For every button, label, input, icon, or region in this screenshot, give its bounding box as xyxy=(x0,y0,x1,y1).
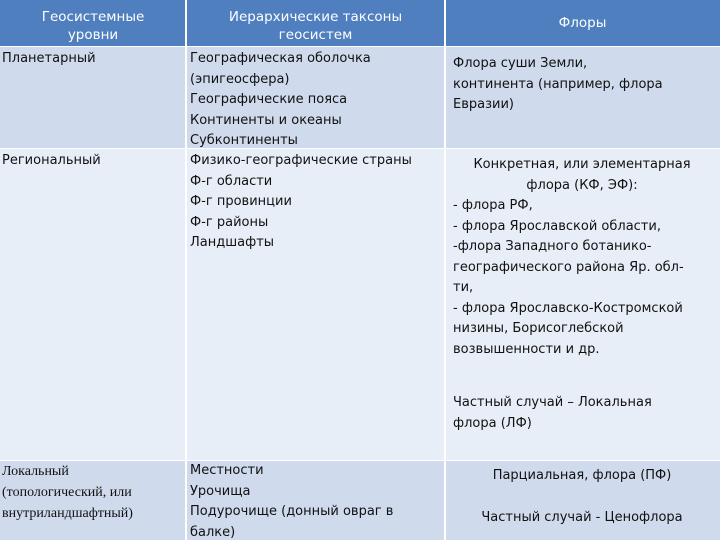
taxa-line: Подурочище (донный овраг в xyxy=(190,502,393,523)
row-local-special-case xyxy=(453,508,711,529)
column-divider xyxy=(185,0,187,540)
row-local-flora xyxy=(453,466,711,487)
taxa-line: Географическая оболочка xyxy=(190,49,371,70)
taxa-line: Местности xyxy=(190,461,393,482)
row-regional-level xyxy=(2,151,101,172)
local-level-line: (топологический, или xyxy=(2,482,133,503)
header-floras xyxy=(445,0,720,46)
taxa-line: Ф-г районы xyxy=(190,213,412,234)
header-taxa-line1: Иерархические таксоны xyxy=(186,8,445,26)
special-case-line: Частный случай - Ценофлора xyxy=(453,508,711,529)
flora-list-item: низины, Борисоглебской xyxy=(453,319,711,340)
taxa-line: (эпигеосфера) xyxy=(190,70,371,91)
taxa-line: Ландшафты xyxy=(190,233,412,254)
header-levels xyxy=(0,0,186,46)
header-taxa xyxy=(186,0,445,46)
flora-list-item: -флора Западного ботанико- xyxy=(453,237,711,258)
local-level-line: внутриландшафтный) xyxy=(2,503,133,524)
flora-list-item: географического района Яр. обл- xyxy=(453,258,711,279)
header-floras-label: Флоры xyxy=(445,14,720,32)
row-regional-special-case xyxy=(453,393,711,434)
regional-level-label: Региональный xyxy=(2,151,101,172)
taxa-line: Урочища xyxy=(190,482,393,503)
flora-list-item: ти, xyxy=(453,278,711,299)
header-levels-line1: Геосистемные xyxy=(0,8,186,26)
planetary-level-label: Планетарный xyxy=(2,49,96,70)
taxa-line: Континенты и океаны xyxy=(190,111,371,132)
taxa-line: Ф-г области xyxy=(190,172,412,193)
flora-line: континента (например, флора xyxy=(453,75,711,96)
flora-title-line: Конкретная, или элементарная xyxy=(453,155,711,176)
row-divider xyxy=(0,46,720,47)
taxa-line: Субконтиненты xyxy=(190,131,371,152)
local-level-line: Локальный xyxy=(2,461,133,482)
row-regional-taxa xyxy=(190,151,412,254)
row-planetary-level xyxy=(2,49,96,70)
row-planetary-taxa xyxy=(190,49,371,152)
taxa-line: Ф-г провинции xyxy=(190,192,412,213)
special-case-line: флора (ЛФ) xyxy=(453,414,711,435)
flora-list-item: - флора Ярославско-Костромской xyxy=(453,299,711,320)
header-levels-line2: уровни xyxy=(0,26,186,44)
special-case-line: Частный случай – Локальная xyxy=(453,393,711,414)
taxa-line: балке) xyxy=(190,523,393,543)
flora-line: Евразии) xyxy=(453,95,711,116)
taxa-line: Географические пояса xyxy=(190,90,371,111)
flora-line: Флора суши Земли, xyxy=(453,54,711,75)
row-regional-flora xyxy=(453,155,711,360)
row-regional-bg-c1 xyxy=(0,148,186,460)
flora-list-item: - флора РФ, xyxy=(453,196,711,217)
row-planetary-flora xyxy=(453,54,711,116)
flora-title-line: Парциальная, флора (ПФ) xyxy=(453,466,711,487)
flora-list-item: возвышенности и др. xyxy=(453,340,711,361)
column-divider xyxy=(444,0,446,540)
row-local-level xyxy=(2,461,133,524)
flora-title-line: флора (КФ, ЭФ): xyxy=(453,176,711,197)
taxa-line: Физико-географические страны xyxy=(190,151,412,172)
header-taxa-line2: геосистем xyxy=(186,26,445,44)
flora-list-item: - флора Ярославской области, xyxy=(453,217,711,238)
row-local-taxa xyxy=(190,461,393,543)
